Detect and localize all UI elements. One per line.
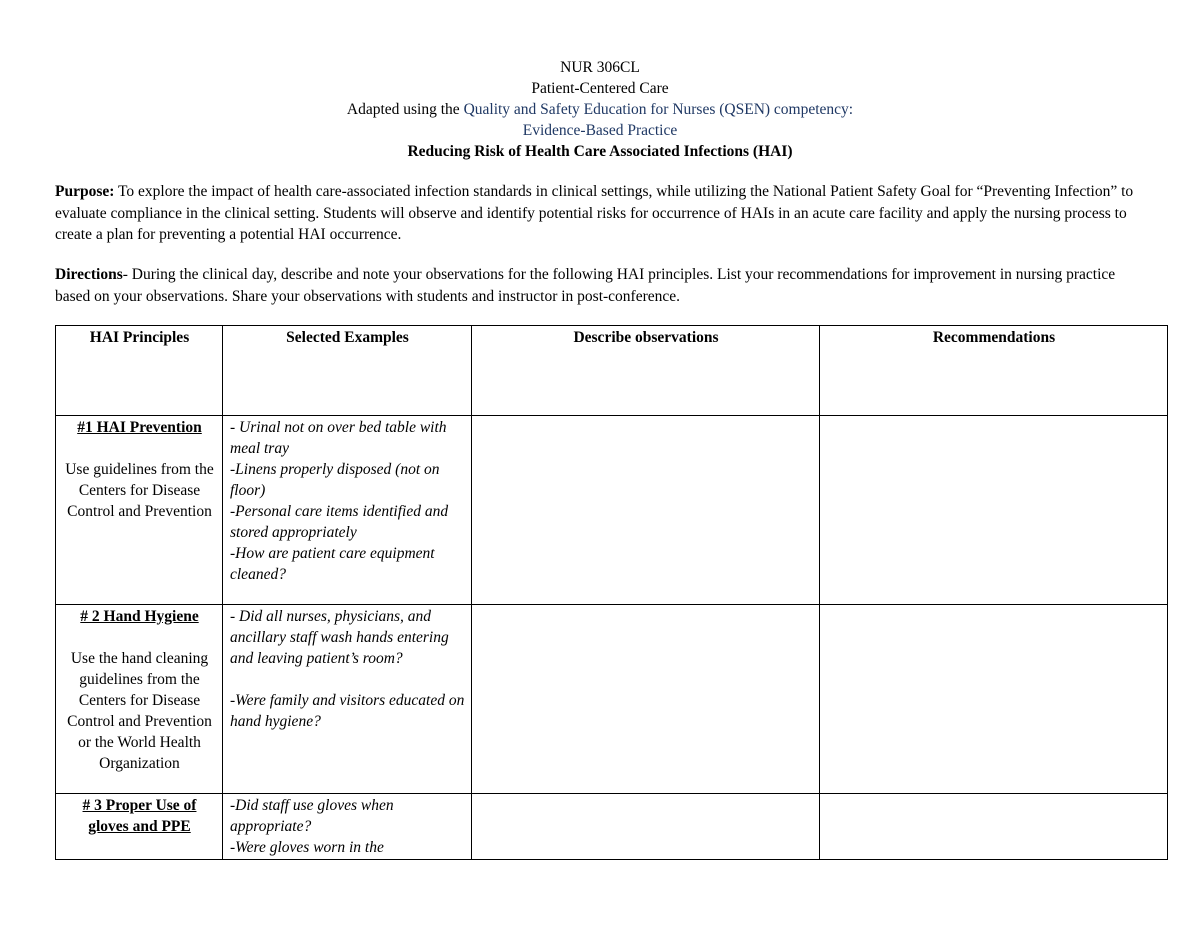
observations-cell[interactable] <box>472 605 820 794</box>
header-selected-examples: Selected Examples <box>223 326 472 416</box>
header-recommendations: Recommendations <box>820 326 1168 416</box>
example-item: -Linens properly disposed (not on floor) <box>230 461 440 499</box>
purpose-text: To explore the impact of health care-associated infection standards in clinical settings, while utilizing the National Patient Safety Goal for “Preventing Infection” to evaluate compliance in the clinical setting. Students will observe and identify potential risks for occurrence of HAIs in an acute care facility and apply the nursing process to create a plan for preventing a potential HAI occurrence. <box>55 183 1134 243</box>
table-row <box>56 794 1168 860</box>
adapted-prefix: Adapted using the <box>346 101 460 118</box>
adapted-line <box>0 99 1200 120</box>
observations-cell[interactable] <box>472 794 820 860</box>
example-item: - Did all nurses, physicians, and ancillary staff wash hands entering and leaving patient’s room? <box>230 608 449 667</box>
qsen-link[interactable]: Quality and Safety Education for Nurses (QSEN) competency: <box>463 101 854 118</box>
example-item: - Urinal not on over bed table with meal tray <box>230 419 447 457</box>
example-item: -Personal care items identified and stored appropriately <box>230 503 449 541</box>
ebp-line: Evidence-Based Practice <box>522 122 678 139</box>
principle-text: Use the hand cleaning guidelines from the Centers for Disease Control and Prevention or the World Health Organization <box>67 650 212 772</box>
principle-title: # 3 Proper Use of gloves and PPE <box>82 797 197 835</box>
directions-label: Directions <box>55 266 123 283</box>
examples-cell <box>223 416 472 605</box>
directions-paragraph <box>55 264 1145 307</box>
principle-cell <box>56 416 223 605</box>
example-item: -How are patient care equipment cleaned? <box>230 545 435 583</box>
principle-cell <box>56 605 223 794</box>
principle-cell <box>56 794 223 860</box>
example-item: -Were family and visitors educated on hand hygiene? <box>230 692 465 730</box>
principle-title: # 2 Hand Hygiene <box>80 608 199 625</box>
purpose-paragraph <box>55 181 1145 246</box>
directions-text: - During the clinical day, describe and note your observations for the following HAI principles. List your recommendations for improvement in nursing practice based on your observations. Share your observations with students and instructor in post-conference. <box>55 266 1116 305</box>
header-hai-principles: HAI Principles <box>56 326 223 416</box>
example-item: -Were gloves worn in the <box>230 839 384 856</box>
observations-cell[interactable] <box>472 416 820 605</box>
hai-table <box>55 325 1168 860</box>
table-header-row <box>56 326 1168 416</box>
principle-title: #1 HAI Prevention <box>77 419 202 436</box>
table-row <box>56 416 1168 605</box>
course-subtitle: Patient-Centered Care <box>531 80 669 97</box>
table-row <box>56 605 1168 794</box>
examples-cell <box>223 605 472 794</box>
purpose-label: Purpose: <box>55 183 115 200</box>
document-title: Reducing Risk of Health Care Associated Infections (HAI) <box>407 143 793 160</box>
example-spacer <box>230 669 465 690</box>
recommendations-cell[interactable] <box>820 416 1168 605</box>
principle-text: Use guidelines from the Centers for Disease Control and Prevention <box>65 461 214 520</box>
recommendations-cell[interactable] <box>820 794 1168 860</box>
course-code: NUR 306CL <box>560 59 640 76</box>
document-header <box>0 57 1200 162</box>
example-item: -Did staff use gloves when appropriate? <box>230 797 394 835</box>
header-describe-observations: Describe observations <box>472 326 820 416</box>
examples-cell <box>223 794 472 860</box>
recommendations-cell[interactable] <box>820 605 1168 794</box>
